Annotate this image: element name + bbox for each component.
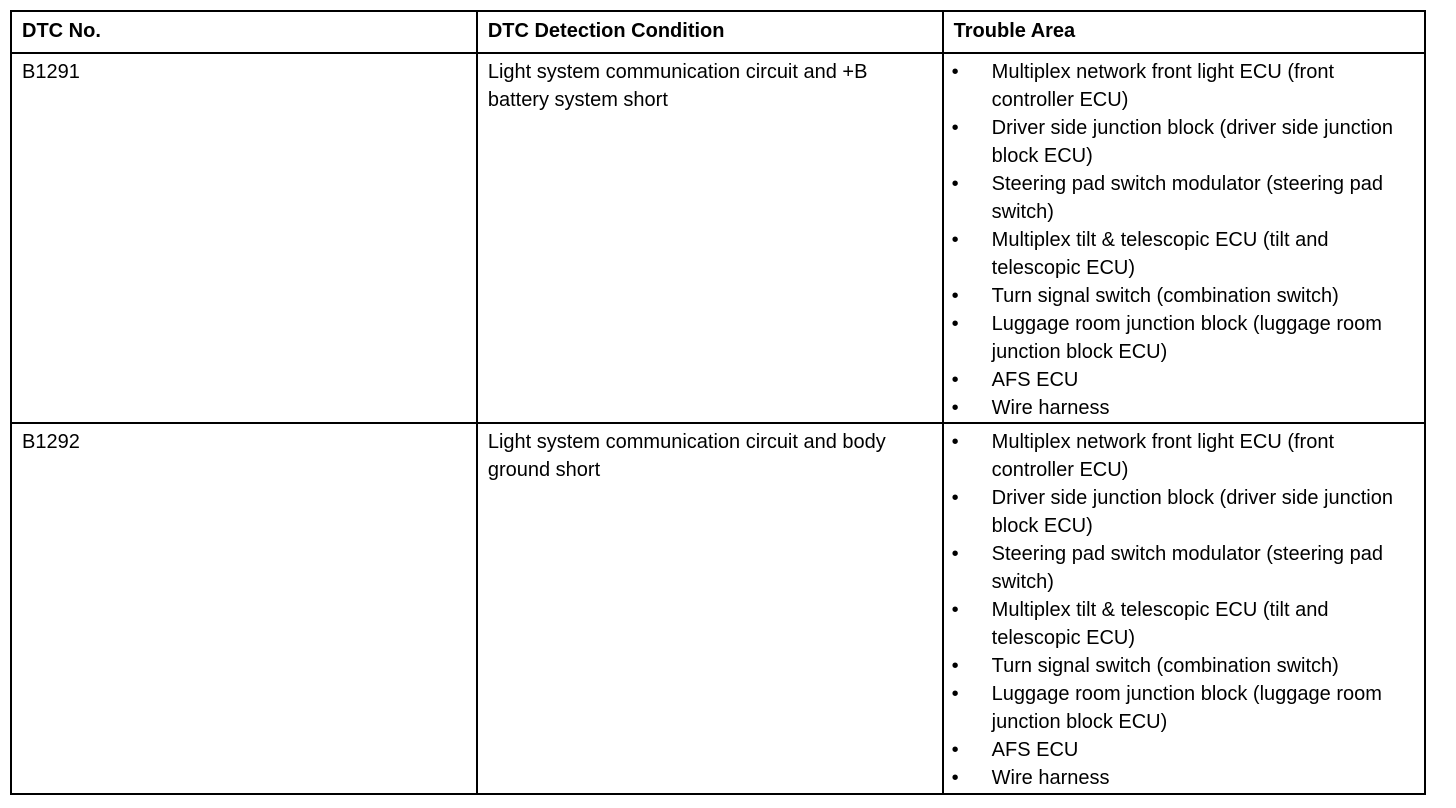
list-item [950,366,1414,394]
list-item-text: Wire harness [991,397,1110,419]
bullet-icon: • [951,655,959,677]
list-item [950,114,1414,170]
list-item-text: AFS ECU [991,369,1079,391]
bullet-icon: • [951,487,959,509]
list-item [950,652,1414,680]
bullet-icon: • [951,543,959,565]
bullet-icon: • [951,599,959,621]
bullet-icon: • [951,683,959,705]
bullet-icon: • [951,61,959,83]
list-item-text: AFS ECU [991,739,1079,761]
table-row [11,53,1425,423]
bullet-icon: • [951,285,959,307]
list-item [950,484,1414,540]
table-header-row [11,11,1425,53]
list-item [950,540,1414,596]
list-item [950,394,1414,422]
list-item [950,58,1414,114]
dtc-number-cell: B1291 [11,53,477,423]
list-item [950,428,1414,484]
list-item [950,226,1414,282]
list-item [950,764,1414,792]
bullet-icon: • [951,117,959,139]
detection-condition-cell: Light system communication circuit and body ground short [477,423,943,794]
list-item-text: Driver side junction block (driver side junction block ECU) [991,117,1393,167]
list-item [950,596,1414,652]
bullet-icon: • [951,369,959,391]
list-item-text: Multiplex tilt & telescopic ECU (tilt and telescopic ECU) [991,599,1329,649]
header-dtc-no: DTC No. [11,11,477,53]
list-item-text: Steering pad switch modulator (steering pad switch) [991,543,1383,593]
list-item [950,282,1414,310]
list-item-text: Turn signal switch (combination switch) [991,655,1339,677]
bullet-icon: • [951,431,959,453]
list-item-text: Driver side junction block (driver side junction block ECU) [991,487,1393,537]
list-item-text: Multiplex tilt & telescopic ECU (tilt and telescopic ECU) [991,229,1329,279]
header-trouble-area: Trouble Area [943,11,1425,53]
bullet-icon: • [951,173,959,195]
list-item [950,170,1414,226]
list-item-text: Wire harness [991,767,1110,789]
bullet-icon: • [951,313,959,335]
table-row [11,423,1425,794]
list-item-text: Multiplex network front light ECU (front controller ECU) [991,61,1334,111]
bullet-icon: • [951,397,959,419]
dtc-table [10,10,1426,795]
trouble-area-list [950,428,1414,792]
dtc-number-cell: B1292 [11,423,477,794]
list-item-text: Turn signal switch (combination switch) [991,285,1339,307]
bullet-icon: • [951,229,959,251]
trouble-area-cell [943,53,1425,423]
list-item [950,736,1414,764]
trouble-area-list [950,58,1414,422]
trouble-area-cell [943,423,1425,794]
bullet-icon: • [951,767,959,789]
detection-condition-cell: Light system communication circuit and +B battery system short [477,53,943,423]
list-item-text: Steering pad switch modulator (steering pad switch) [991,173,1383,223]
list-item [950,680,1414,736]
list-item-text: Luggage room junction block (luggage room junction block ECU) [991,313,1382,363]
bullet-icon: • [951,739,959,761]
list-item-text: Luggage room junction block (luggage room junction block ECU) [991,683,1382,733]
list-item-text: Multiplex network front light ECU (front controller ECU) [991,431,1334,481]
list-item [950,310,1414,366]
header-detection-condition: DTC Detection Condition [477,11,943,53]
